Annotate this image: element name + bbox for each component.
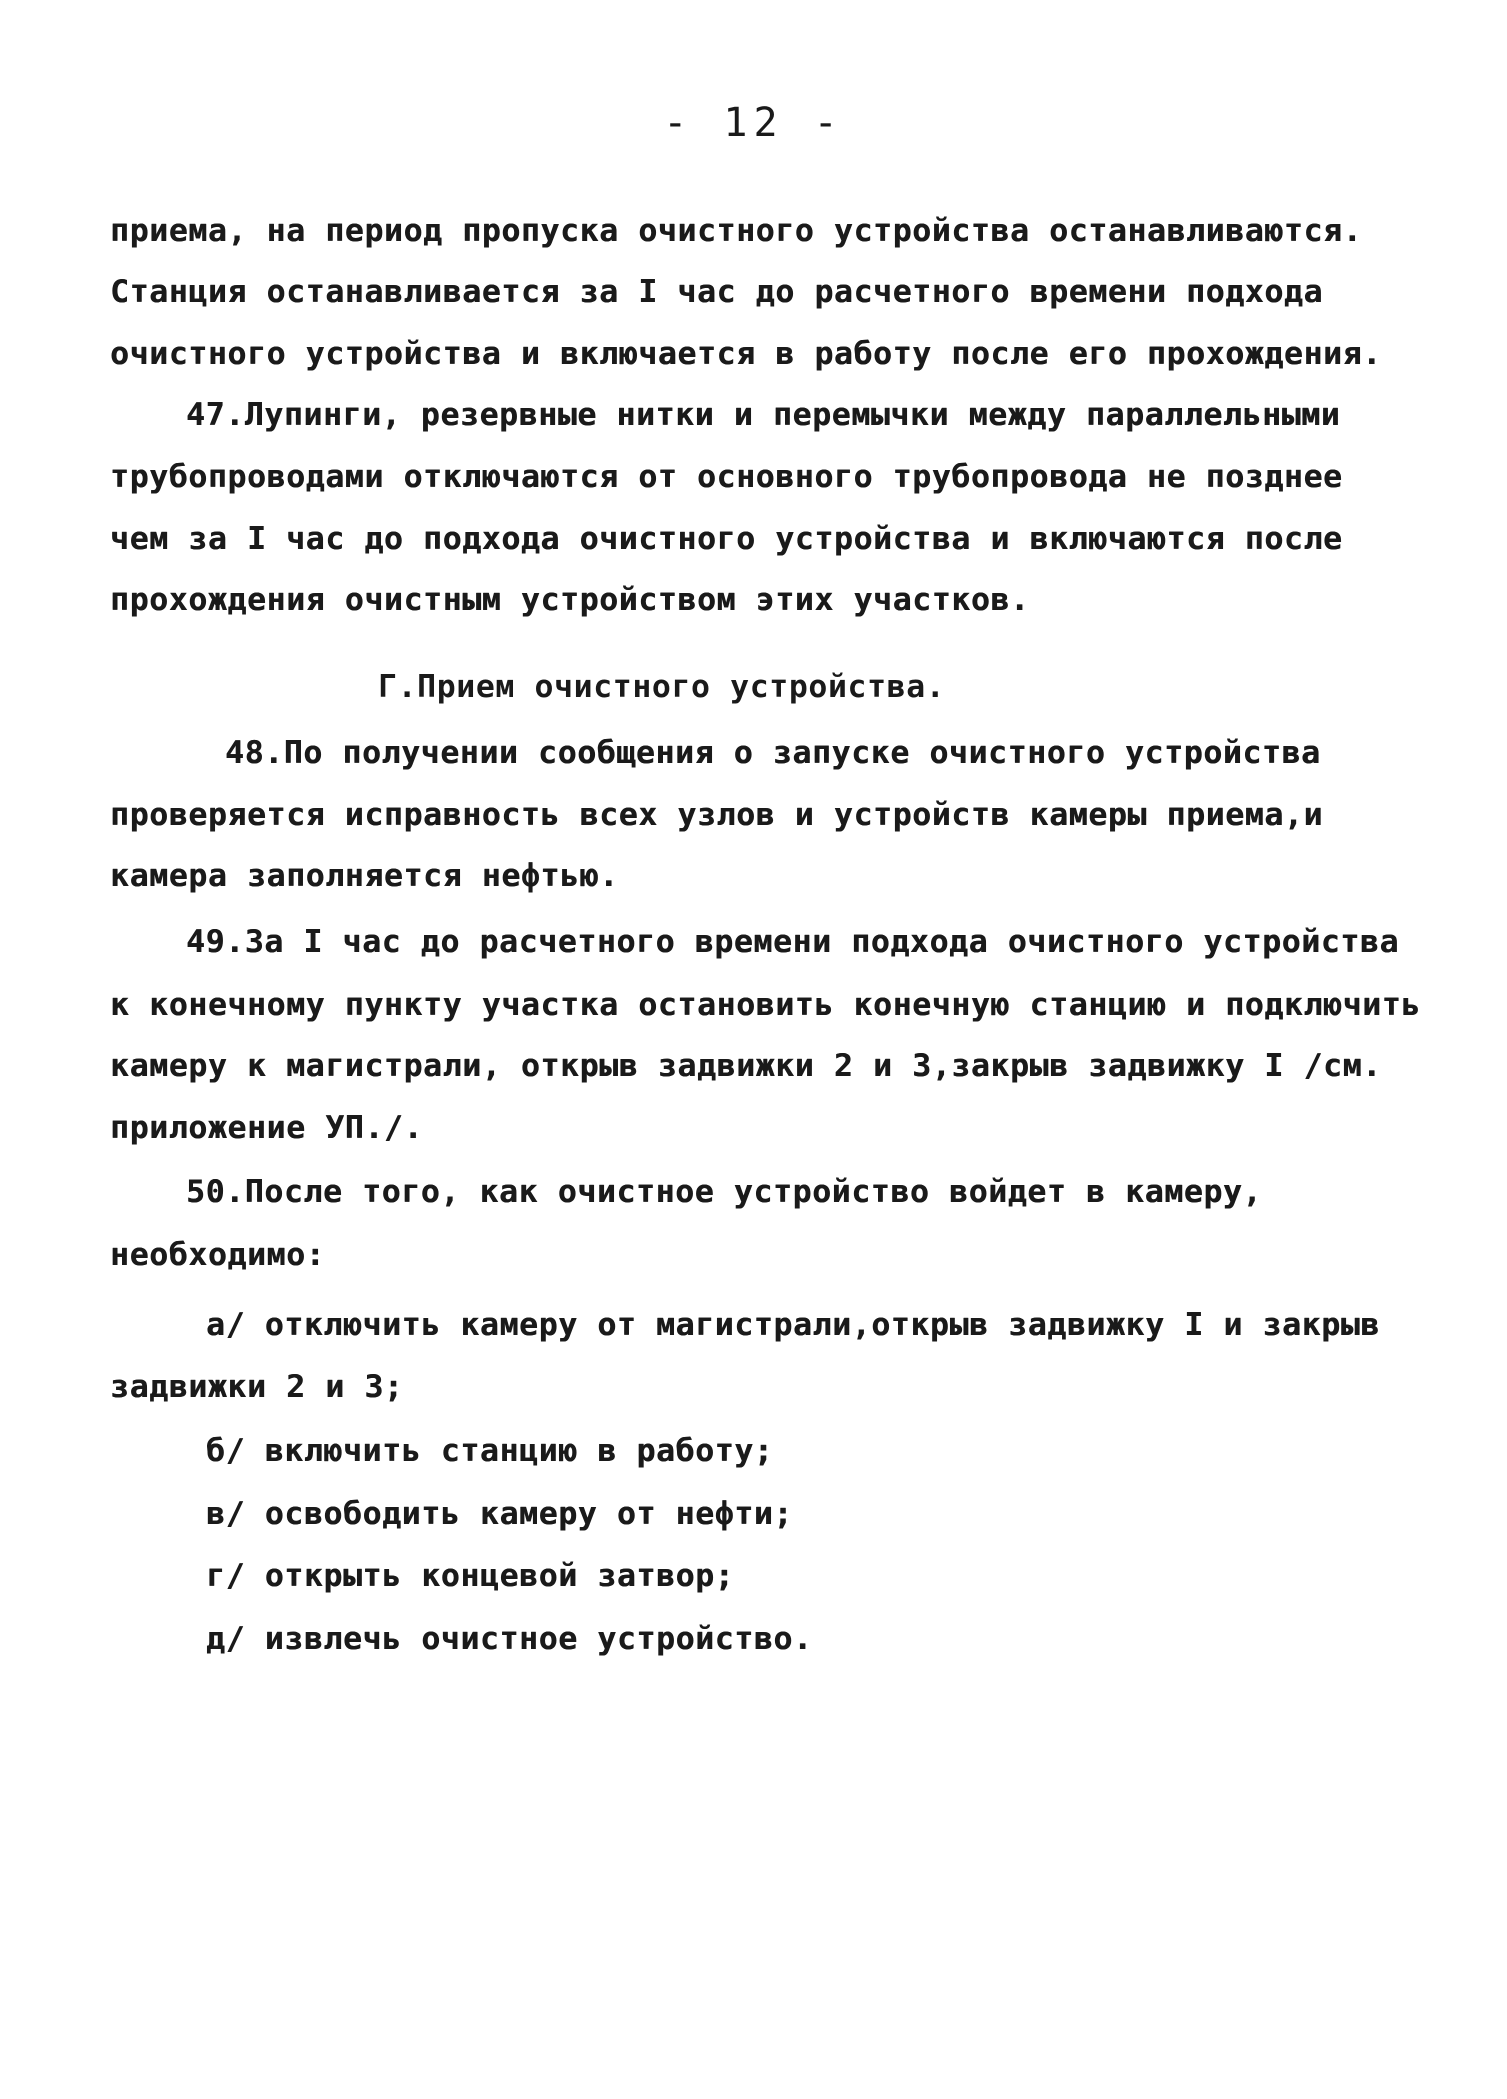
text-line: задвижки 2 и 3; — [110, 1369, 404, 1405]
list-item-b: б/ включить станцию в работу; — [206, 1433, 774, 1469]
paragraph-50-start: 50.После того, как очистное устройство войдет в камеру, — [186, 1174, 1263, 1210]
text-line: необходимо: — [110, 1237, 326, 1273]
list-item-c: в/ освободить камеру от нефти; — [206, 1496, 793, 1532]
text-line: трубопроводами отключаются от основного трубопровода не позднее — [110, 459, 1343, 495]
list-item-d: г/ открыть концевой затвор; — [206, 1558, 735, 1594]
page-number: - 12 - — [663, 100, 844, 146]
text-line: проверяется исправность всех узлов и устройств камеры приема,и — [110, 797, 1324, 833]
text-line: Станция останавливается за I час до расчетного времени подхода — [110, 274, 1324, 310]
text-line: к конечному пункту участка остановить конечную станцию и подключить — [110, 987, 1421, 1023]
text-line: очистного устройства и включается в работу после его прохождения. — [110, 336, 1382, 372]
paragraph-49-start: 49.За I час до расчетного времени подхода очистного устройства — [186, 924, 1400, 960]
section-heading: Г.Прием очистного устройства. — [378, 669, 946, 705]
text-line: чем за I час до подхода очистного устройства и включаются после — [110, 521, 1343, 557]
text-line: камеру к магистрали, открыв задвижки 2 и 3,закрыв задвижку I /см. — [110, 1048, 1382, 1084]
text-line: приема, на период пропуска очистного устройства останавливаются. — [110, 213, 1363, 249]
paragraph-47-start: 47.Лупинги, резервные нитки и перемычки между параллельными — [186, 397, 1341, 433]
text-line: камера заполняется нефтью. — [110, 858, 619, 894]
paragraph-48-start: 48.По получении сообщения о запуске очистного устройства — [225, 735, 1321, 771]
list-item-a: а/ отключить камеру от магистрали,открыв задвижку I и закрыв — [206, 1307, 1380, 1343]
list-item-e: д/ извлечь очистное устройство. — [206, 1621, 813, 1657]
text-line: приложение УП./. — [110, 1110, 424, 1146]
text-line: прохождения очистным устройством этих участков. — [110, 582, 1030, 618]
